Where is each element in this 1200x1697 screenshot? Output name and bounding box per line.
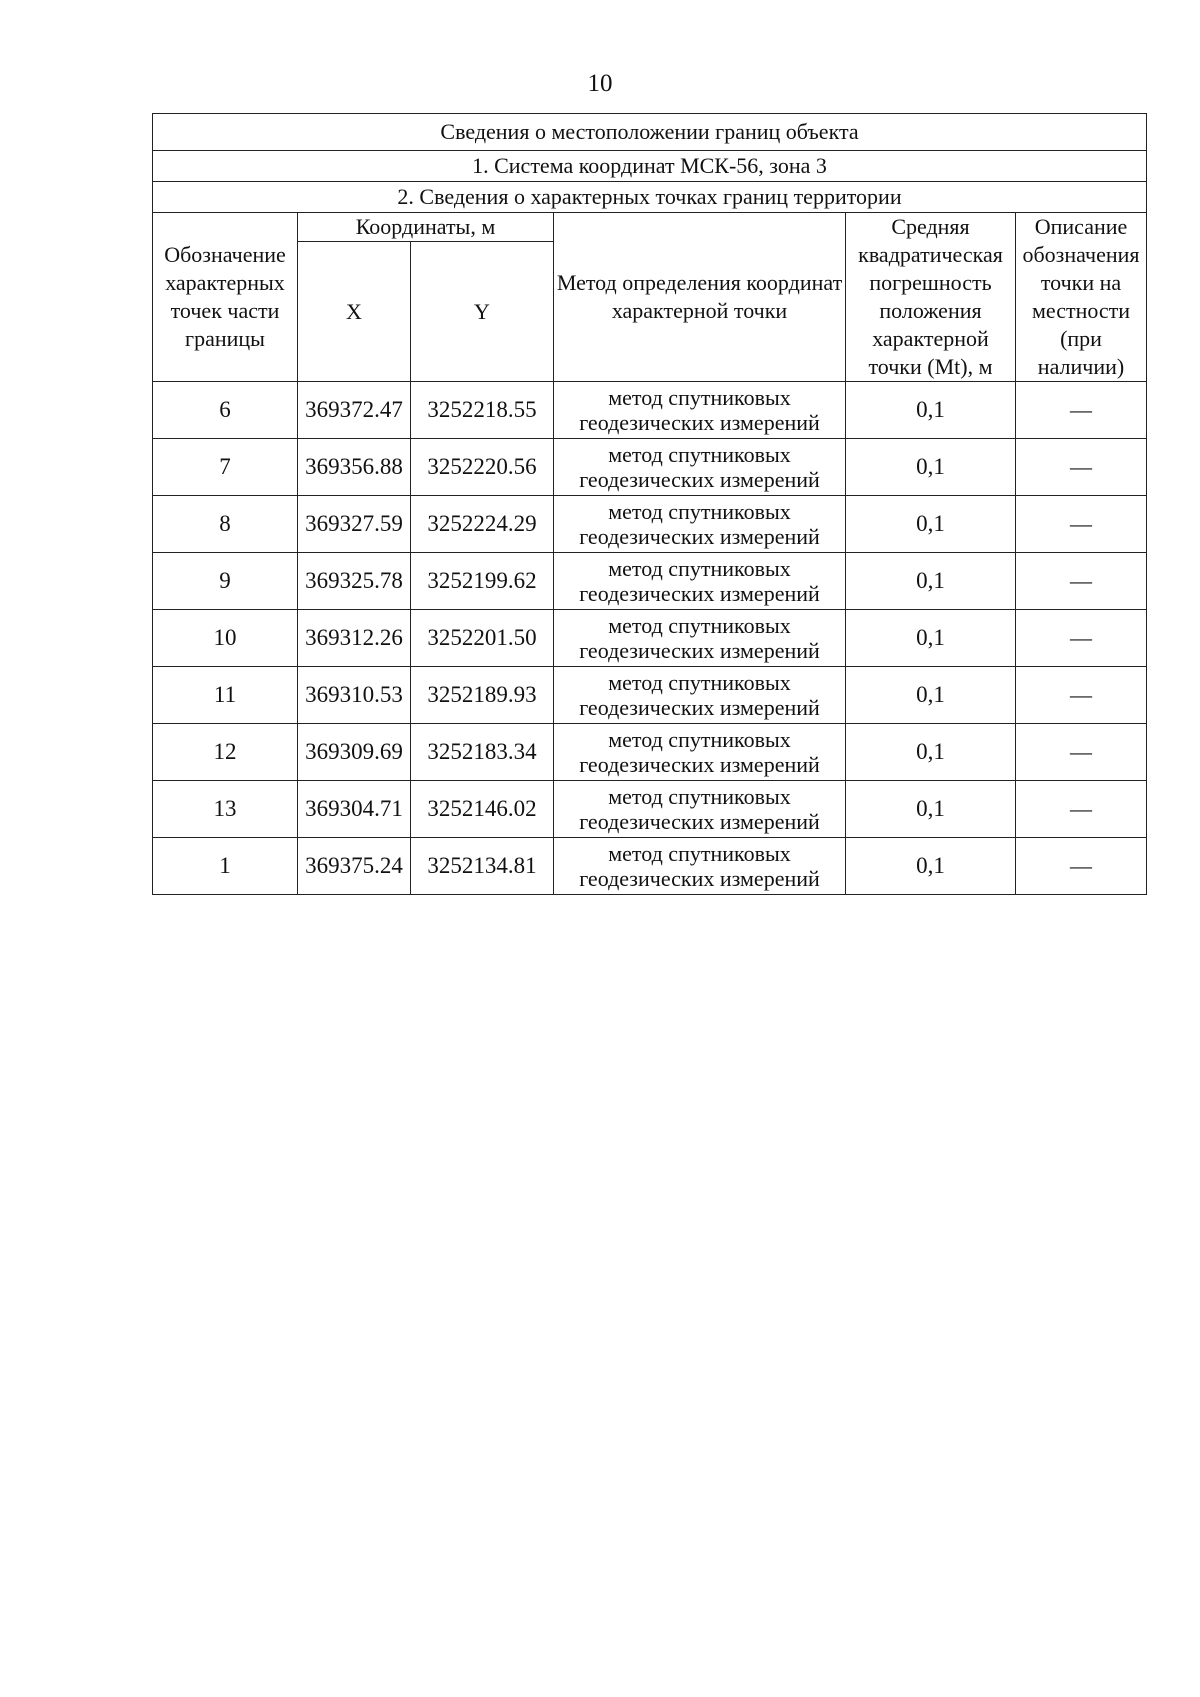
y-coordinate-cell: 3252183.34 <box>411 724 554 781</box>
x-coordinate-cell: 369356.88 <box>298 439 411 496</box>
x-coordinate-cell: 369310.53 <box>298 667 411 724</box>
description-cell: — <box>1016 496 1147 553</box>
x-coordinate-cell: 369312.26 <box>298 610 411 667</box>
accuracy-cell: 0,1 <box>846 382 1016 439</box>
y-coordinate-cell: 3252201.50 <box>411 610 554 667</box>
point-cell: 12 <box>153 724 298 781</box>
description-cell: — <box>1016 610 1147 667</box>
method-cell: метод спутниковых геодезических измерений <box>554 781 846 838</box>
header-method: Метод определения координат характерной точки <box>554 213 846 382</box>
description-cell: — <box>1016 382 1147 439</box>
table-row <box>153 382 1147 439</box>
table-row <box>153 667 1147 724</box>
y-coordinate-cell: 3252146.02 <box>411 781 554 838</box>
y-coordinate-cell: 3252189.93 <box>411 667 554 724</box>
accuracy-cell: 0,1 <box>846 439 1016 496</box>
header-y: Y <box>411 242 554 382</box>
x-coordinate-cell: 369372.47 <box>298 382 411 439</box>
header-description: Описание обозначения точки на местности (при наличии) <box>1016 213 1147 382</box>
method-cell: метод спутниковых геодезических измерений <box>554 439 846 496</box>
y-coordinate-cell: 3252199.62 <box>411 553 554 610</box>
description-cell: — <box>1016 553 1147 610</box>
point-cell: 11 <box>153 667 298 724</box>
point-cell: 9 <box>153 553 298 610</box>
header-point-designation: Обозначение характерных точек части границы <box>153 213 298 382</box>
table-title: Сведения о местоположении границ объекта <box>153 114 1147 151</box>
page-number: 10 <box>587 70 613 97</box>
point-cell: 8 <box>153 496 298 553</box>
x-coordinate-cell: 369325.78 <box>298 553 411 610</box>
y-coordinate-cell: 3252224.29 <box>411 496 554 553</box>
accuracy-cell: 0,1 <box>846 553 1016 610</box>
table-row <box>153 838 1147 895</box>
table-row <box>153 610 1147 667</box>
point-cell: 1 <box>153 838 298 895</box>
header-accuracy: Средняя квадратическая погрешность положения характерной точки (Mt), м <box>846 213 1016 382</box>
header-x: X <box>298 242 411 382</box>
point-cell: 10 <box>153 610 298 667</box>
table-row <box>153 724 1147 781</box>
method-cell: метод спутниковых геодезических измерений <box>554 553 846 610</box>
x-coordinate-cell: 369304.71 <box>298 781 411 838</box>
table-row <box>153 781 1147 838</box>
y-coordinate-cell: 3252134.81 <box>411 838 554 895</box>
table-row <box>153 439 1147 496</box>
coordinate-system: 1. Система координат МСК-56, зона 3 <box>153 151 1147 182</box>
table-row <box>153 553 1147 610</box>
boundary-points-table <box>152 113 1147 895</box>
table-row <box>153 496 1147 553</box>
x-coordinate-cell: 369309.69 <box>298 724 411 781</box>
method-cell: метод спутниковых геодезических измерений <box>554 724 846 781</box>
method-cell: метод спутниковых геодезических измерений <box>554 610 846 667</box>
accuracy-cell: 0,1 <box>846 781 1016 838</box>
method-cell: метод спутниковых геодезических измерений <box>554 838 846 895</box>
x-coordinate-cell: 369327.59 <box>298 496 411 553</box>
accuracy-cell: 0,1 <box>846 496 1016 553</box>
x-coordinate-cell: 369375.24 <box>298 838 411 895</box>
accuracy-cell: 0,1 <box>846 610 1016 667</box>
description-cell: — <box>1016 439 1147 496</box>
accuracy-cell: 0,1 <box>846 838 1016 895</box>
description-cell: — <box>1016 667 1147 724</box>
header-coordinates: Координаты, м <box>298 213 554 242</box>
method-cell: метод спутниковых геодезических измерений <box>554 382 846 439</box>
method-cell: метод спутниковых геодезических измерений <box>554 667 846 724</box>
accuracy-cell: 0,1 <box>846 667 1016 724</box>
points-section-title: 2. Сведения о характерных точках границ территории <box>153 182 1147 213</box>
y-coordinate-cell: 3252218.55 <box>411 382 554 439</box>
description-cell: — <box>1016 838 1147 895</box>
accuracy-cell: 0,1 <box>846 724 1016 781</box>
point-cell: 13 <box>153 781 298 838</box>
y-coordinate-cell: 3252220.56 <box>411 439 554 496</box>
method-cell: метод спутниковых геодезических измерений <box>554 496 846 553</box>
description-cell: — <box>1016 724 1147 781</box>
point-cell: 6 <box>153 382 298 439</box>
data-rows <box>153 382 1147 895</box>
point-cell: 7 <box>153 439 298 496</box>
description-cell: — <box>1016 781 1147 838</box>
